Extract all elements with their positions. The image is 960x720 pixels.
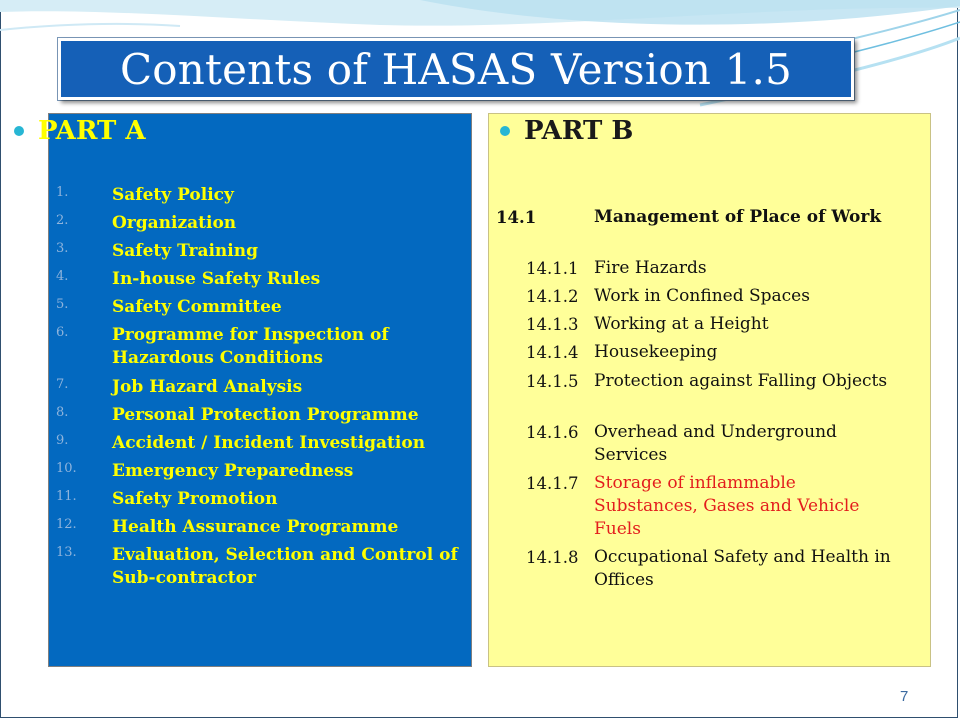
item-label: Work in Confined Spaces [594,286,810,306]
item-label: Storage of inflammable Substances, Gases and Vehicle Fuels [594,473,860,539]
item-number: 1. [56,185,69,200]
item-number: 14.1.3 [526,315,579,334]
part-b-heading-text: PART B [524,116,634,146]
item-label: Personal Protection Programme [112,405,419,425]
item-label: Health Assurance Programme [112,517,399,537]
item-number: 14.1.4 [526,343,579,362]
item-number: 8. [56,405,69,420]
item-label: Safety Promotion [112,489,278,509]
part-b-heading [500,116,633,146]
item-number: 14.1.6 [526,423,579,442]
item-number: 10. [56,461,77,476]
item-number: 9. [56,433,69,448]
item-number: 14.1.5 [526,372,579,391]
item-number: 14.1.2 [526,287,579,306]
item-label: Overhead and Underground Services [594,422,837,465]
page-number: 7 [900,688,909,705]
part-a-heading [14,116,146,146]
item-label: Job Hazard Analysis [112,377,303,397]
item-label: Management of Place of Work [594,207,882,227]
item-number: 4. [56,269,69,284]
item-number: 14.1.1 [526,259,579,278]
item-label: Accident / Incident Investigation [112,433,426,453]
item-label: Emergency Preparedness [112,461,354,481]
item-number: 14.1.8 [526,548,579,567]
item-label: Occupational Safety and Health in Offices [594,547,891,590]
item-number: 12. [56,517,77,532]
item-label: Programme for Inspection of Hazardous Conditions [112,325,389,368]
item-number: 2. [56,213,69,228]
item-number: 13. [56,545,77,560]
part-a-heading-text: PART A [38,116,146,146]
bullet-dot-icon [500,126,510,136]
item-label: Safety Policy [112,185,234,205]
item-number: 6. [56,325,69,340]
title-banner [58,38,854,100]
item-number: 14.1 [496,208,537,227]
item-number: 5. [56,297,69,312]
item-number: 11. [56,489,77,504]
item-label: Fire Hazards [594,258,707,278]
item-number: 3. [56,241,69,256]
item-label: Organization [112,213,237,233]
item-label: Working at a Height [594,314,769,334]
item-label: Housekeeping [594,342,718,362]
slide-title: Contents of HASAS Version 1.5 [119,44,793,94]
bullet-dot-icon [14,126,24,136]
item-label: Evaluation, Selection and Control of Sub-contractor [112,545,458,588]
item-label: Safety Committee [112,297,282,317]
item-label: Protection against Falling Objects [594,371,888,391]
item-label: Safety Training [112,241,258,261]
item-label: In-house Safety Rules [112,269,321,289]
item-number: 14.1.7 [526,474,579,493]
item-number: 7. [56,377,69,392]
